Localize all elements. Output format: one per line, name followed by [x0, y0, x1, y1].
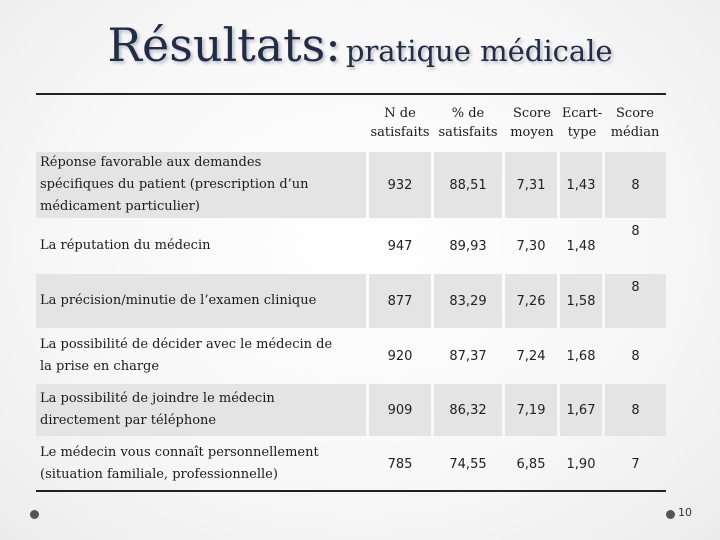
label-line: Réponse favorable aux demandes [40, 155, 262, 170]
cell-median: 8 [631, 348, 640, 364]
header-line: type [567, 125, 597, 140]
table-row [36, 438, 666, 490]
cell-pct: 88,51 [449, 177, 487, 193]
cell-mean: 7,24 [516, 348, 546, 364]
header-line: N de [384, 106, 416, 121]
page-number: 10 [678, 506, 692, 519]
row-label [40, 442, 319, 486]
header-line: moyen [510, 125, 554, 140]
cell-sd: 1,43 [566, 177, 596, 193]
header-line: médian [610, 125, 660, 140]
label-line: Le médecin vous connaît personnellement [40, 445, 319, 460]
cell-sd: 1,58 [566, 293, 596, 309]
cell-mean: 7,31 [516, 177, 546, 193]
cell-n: 932 [387, 177, 413, 193]
label-line: spécifiques du patient (prescription d’un [40, 177, 309, 192]
cell-n: 909 [387, 402, 413, 418]
cell-sd: 1,48 [566, 238, 596, 254]
header-score-median [604, 104, 666, 142]
label-line: médicament particulier) [40, 199, 200, 214]
table-row [36, 384, 666, 436]
row-label [40, 334, 332, 378]
cell-sd: 1,90 [566, 456, 596, 472]
header-ecart-type [560, 104, 604, 142]
label-line: (situation familiale, professionnelle) [40, 467, 278, 482]
header-line: Score [513, 106, 551, 121]
cell-sd: 1,68 [566, 348, 596, 364]
table-bottom-rule [36, 490, 666, 492]
cell-median: 8 [631, 402, 640, 418]
cell-sd: 1,67 [566, 402, 596, 418]
label-line: La possibilité de joindre le médecin [40, 391, 275, 406]
cell-pct: 83,29 [449, 293, 487, 309]
cell-median: 8 [631, 280, 640, 295]
cell-n: 877 [387, 293, 413, 309]
bullet-dot-icon [666, 510, 675, 519]
header-score-moyen [504, 104, 560, 142]
bullet-dot-icon [30, 510, 39, 519]
header-n-satisfaits [368, 104, 432, 142]
title-sub: pratique médicale [345, 34, 613, 68]
row-label [40, 235, 210, 257]
label-line: directement par téléphone [40, 413, 217, 428]
cell-mean: 7,26 [516, 293, 546, 309]
label-line: La possibilité de décider avec le médecin de [40, 337, 333, 352]
cell-mean: 7,30 [516, 238, 546, 254]
cell-n: 785 [387, 456, 413, 472]
cell-pct: 87,37 [449, 348, 487, 364]
cell-median: 7 [631, 456, 640, 472]
cell-pct: 89,93 [449, 238, 487, 254]
cell-pct: 86,32 [449, 402, 487, 418]
row-label [40, 290, 316, 312]
slide-title [0, 18, 720, 72]
table-row [36, 220, 666, 272]
table-row [36, 330, 666, 382]
title-main: Résultats: [107, 18, 341, 72]
label-line: la prise en charge [40, 359, 160, 374]
cell-pct: 74,55 [449, 456, 487, 472]
row-label [40, 152, 309, 218]
label-line: La précision/minutie de l’examen clinique [40, 293, 317, 308]
table-top-rule [36, 93, 666, 95]
cell-n: 947 [387, 238, 413, 254]
cell-median: 8 [631, 177, 640, 193]
cell-mean: 7,19 [516, 402, 546, 418]
table-row [36, 152, 666, 218]
header-line: % de [451, 106, 485, 121]
table-row [36, 274, 666, 328]
header-line: satisfaits [370, 125, 430, 140]
header-line: satisfaits [438, 125, 498, 140]
label-line: La réputation du médecin [40, 238, 211, 253]
cell-n: 920 [387, 348, 413, 364]
header-line: Score [616, 106, 654, 121]
header-pct-satisfaits [432, 104, 504, 142]
row-label [40, 388, 275, 432]
cell-mean: 6,85 [516, 456, 546, 472]
cell-median: 8 [631, 224, 640, 239]
header-line: Ecart- [561, 106, 603, 121]
